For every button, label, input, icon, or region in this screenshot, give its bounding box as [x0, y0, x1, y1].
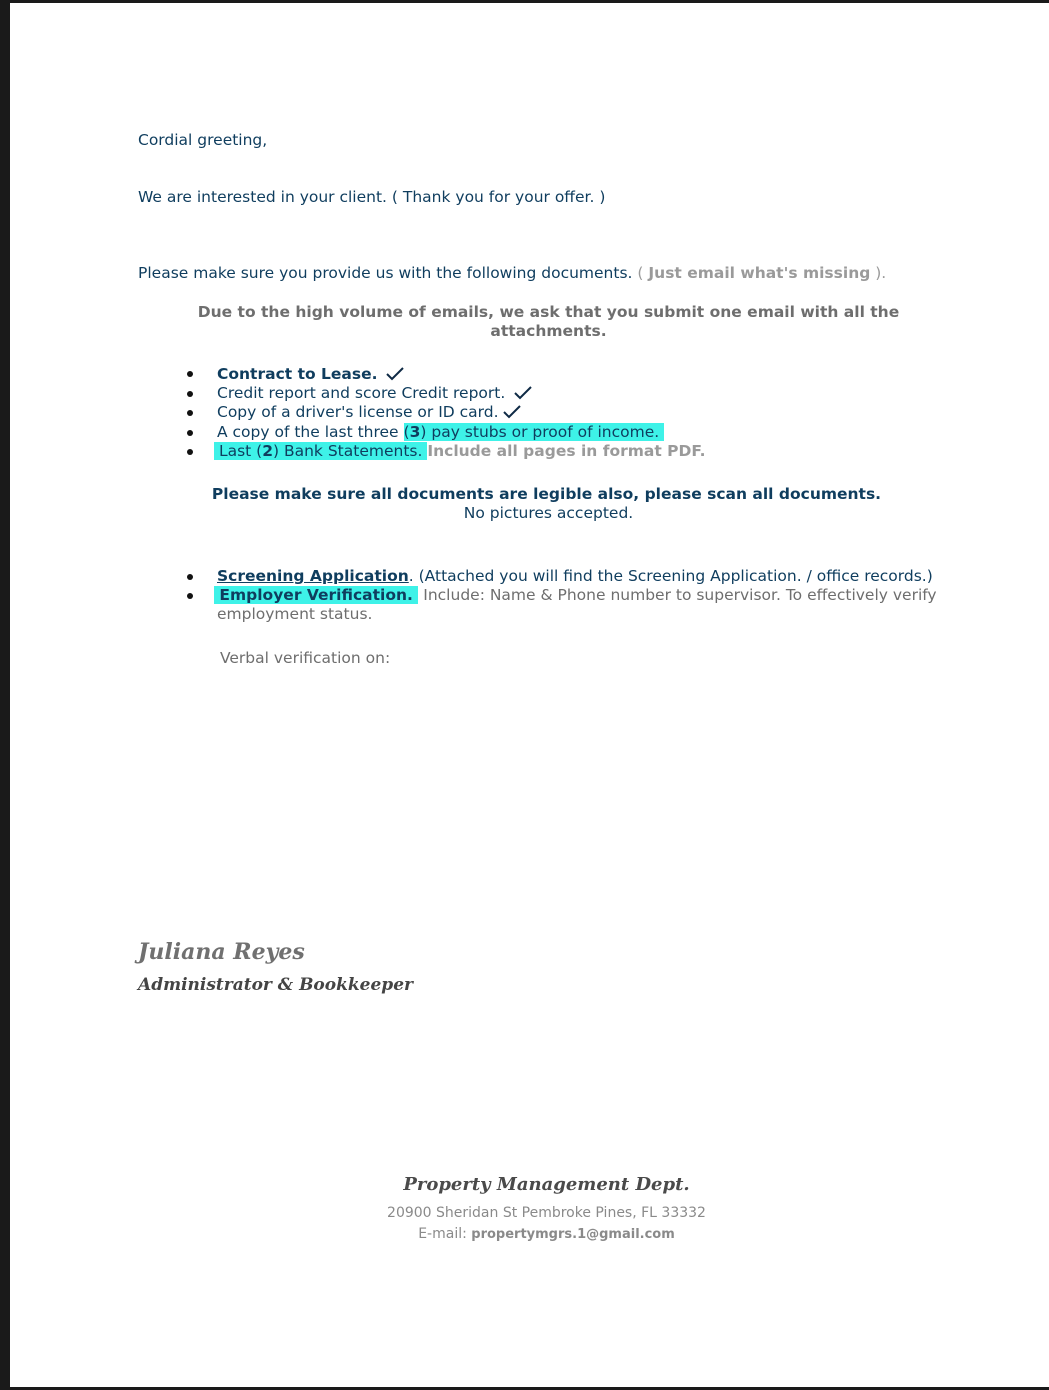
bullet-icon: [187, 593, 193, 599]
screening-label: Screening Application: [217, 567, 409, 585]
employer-label: [214, 586, 418, 604]
checkmark-icon: [514, 386, 532, 400]
signature-title: Administrator & Bookkeeper: [138, 975, 413, 995]
footer-email-link[interactable]: propertymgrs.1@gmail.com: [471, 1227, 675, 1242]
bullet-icon: [187, 574, 193, 580]
footer-email-line: [27, 1226, 1049, 1242]
bank-statements-note: Include all pages in format PDF.: [427, 442, 706, 460]
notice-line-1: Due to the high volume of emails, we ask that you submit one email with all the: [197, 303, 900, 321]
list-item-contract: [217, 365, 404, 383]
bullet-icon: [187, 430, 193, 436]
id-card-label: Copy of a driver's license or ID card.: [217, 403, 499, 421]
bullet-icon: [187, 449, 193, 455]
screening-text: . (Attached you will find the Screening Application. / office records.): [408, 567, 933, 585]
pay-stubs-number: 3: [409, 423, 421, 441]
notice-line-2: attachments.: [490, 322, 607, 340]
intro-text: We are interested in your client. ( Thank you for your offer. ): [138, 188, 606, 206]
document-page: [10, 3, 1049, 1387]
bank-statements-highlight: [214, 442, 427, 460]
list-item-bank-statements: [214, 442, 706, 460]
employer-text: Include: Name & Phone number to supervisor. To effectively verify: [423, 586, 937, 604]
request-paren-bold: Just email what's missing: [648, 264, 871, 282]
pay-stubs-rest: ) pay stubs or proof of income.: [420, 423, 660, 441]
employer-label-text: Employer Verification.: [219, 586, 413, 604]
bank-statements-open: Last (: [218, 442, 263, 460]
footer-email-label: E-mail:: [418, 1226, 472, 1242]
greeting: Cordial greeting,: [138, 131, 268, 149]
no-pictures-notice: No pictures accepted.: [463, 504, 634, 522]
list-item-employer: [214, 586, 937, 604]
signature-name: Juliana Reyes: [138, 939, 305, 965]
bullet-icon: [187, 410, 193, 416]
bank-statements-rest: ) Bank Statements.: [273, 442, 423, 460]
request-text: [138, 264, 886, 282]
list-item-screening: [217, 567, 933, 585]
pay-stubs-paren: (: [403, 423, 410, 441]
request-paren-close: ).: [870, 264, 887, 282]
list-item-credit-report: [217, 384, 532, 402]
checkmark-icon: [503, 405, 521, 419]
request-paren-open: (: [637, 264, 649, 282]
verbal-verification: Verbal verification on:: [220, 649, 391, 667]
pay-stubs-prefix: A copy of the last three: [217, 423, 404, 441]
checkmark-icon: [386, 367, 404, 381]
employer-text-continued: employment status.: [217, 605, 373, 623]
bullet-icon: [187, 371, 193, 377]
legible-notice: Please make sure all documents are legible also, please scan all documents.: [211, 485, 882, 503]
bank-statements-number: 2: [262, 442, 273, 460]
list-item-pay-stubs: [217, 423, 664, 441]
list-item-id-card: [217, 403, 521, 421]
contract-label: Contract to Lease.: [217, 365, 378, 383]
bullet-icon: [187, 391, 193, 397]
footer-dept: Property Management Dept.: [403, 1174, 690, 1195]
footer-address: 20900 Sheridan St Pembroke Pines, FL 33332: [387, 1205, 706, 1221]
request-main: Please make sure you provide us with the following documents.: [138, 264, 633, 282]
credit-report-label: Credit report and score Credit report.: [217, 384, 506, 402]
pay-stubs-highlight: [404, 423, 665, 441]
